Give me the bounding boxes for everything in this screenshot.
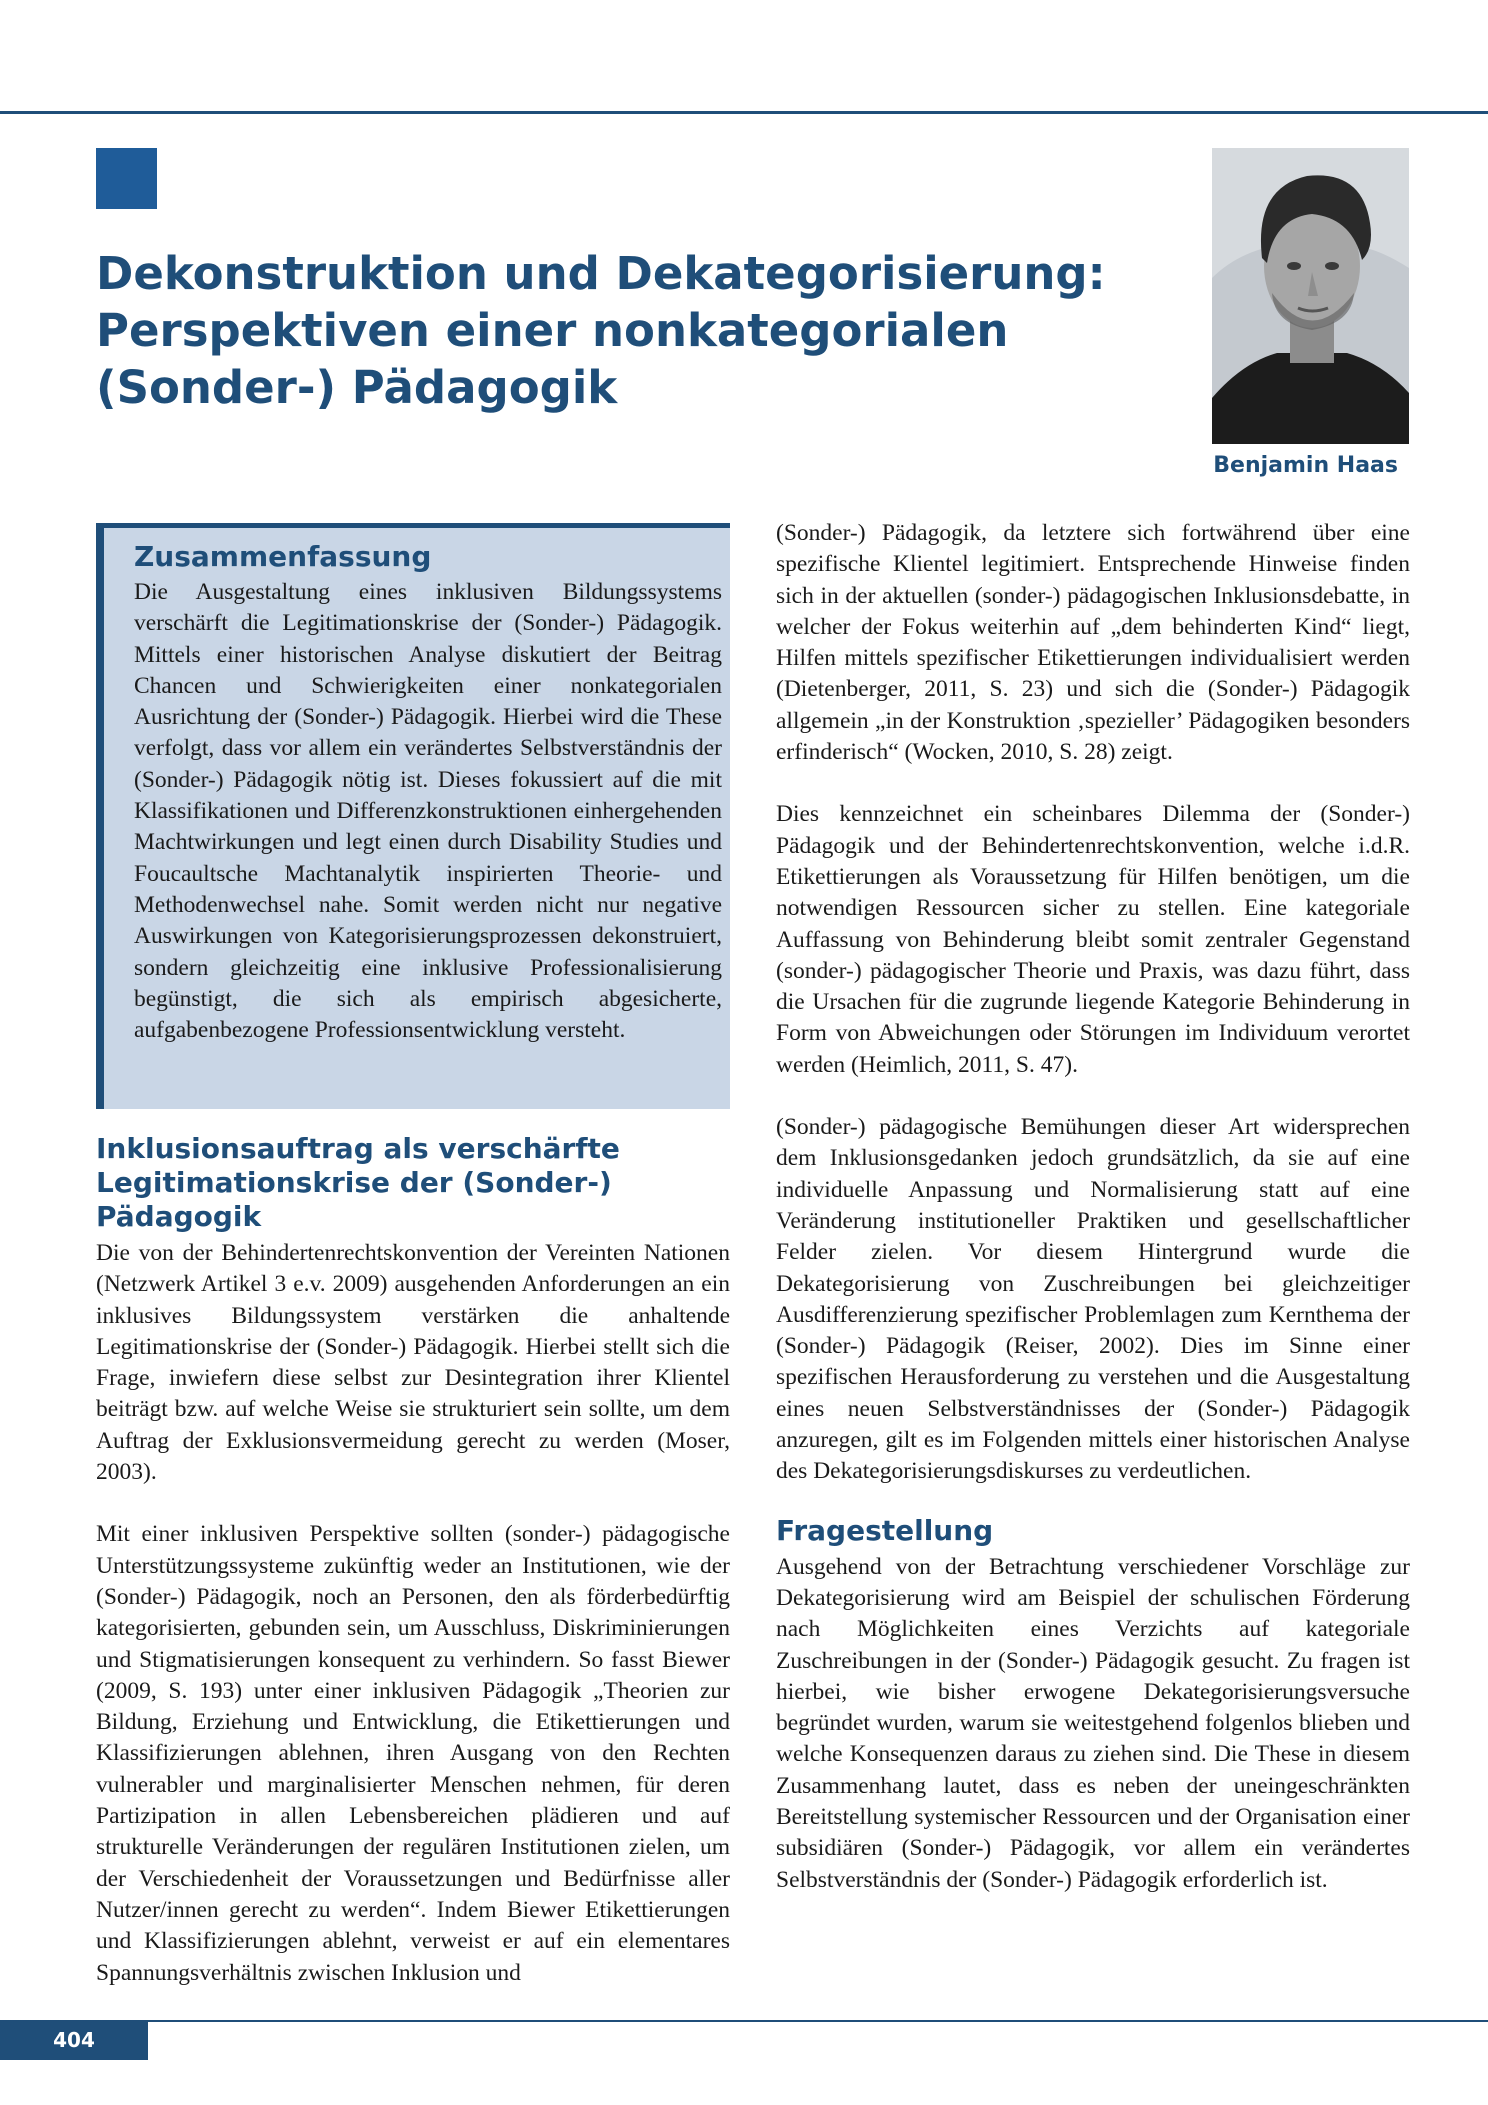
section-marker	[96, 148, 157, 209]
title-line: Perspektiven einer nonkategorialen	[96, 304, 1009, 357]
page-number: 404	[0, 2020, 148, 2060]
left-column	[96, 1132, 730, 1989]
title-line: (Sonder-) Pädagogik	[96, 361, 618, 414]
top-rule	[0, 111, 1488, 114]
author-name: Benjamin Haas	[1213, 453, 1398, 478]
author-photo-illustration	[1212, 148, 1409, 444]
abstract-heading: Zusammenfassung	[134, 540, 432, 573]
right-column	[776, 518, 1410, 1896]
abstract-box	[96, 523, 730, 1109]
body-paragraph: Mit einer inklusiven Perspektive sollten (sonder-) pädagogische Unterstützungssysteme zukünftig weder an Institutionen, wie der (Sonder-) Pädagogik, noch an Personen, den als förderbedürftig kategorisierten, gebunden sein, um Ausschluss, Diskriminierungen und Stigmatisierungen konsequent zu verhindern. So fasst Biewer (2009, S. 193) unter einer inklusiven Pädagogik „Theorien zur Bildung, Erziehung und Entwicklung, die Etikettierungen und Klassifizierungen ablehnen, ihren Ausgang von den Rechten vulnerabler und marginalisierter Menschen nehmen, für deren Partizipation in allen Lebensbereichen plädieren und auf strukturelle Veränderungen der regulären Institutionen zielen, um der Verschiedenheit der Voraussetzungen und Bedürfnisse aller Nutzer/innen gerecht zu werden“. Indem Biewer Etikettierungen und Klassifizierungen ablehnt, verweist er auf ein elementares Spannungsverhältnis zwischen Inklusion und	[96, 1521, 730, 1986]
article-title	[96, 245, 1136, 416]
body-paragraph: (Sonder-) Pädagogik, da letztere sich fortwährend über eine spezifische Klientel legitimiert. Entsprechende Hinweise finden sich in der aktuellen (sonder-) pädagogischen Inklusionsdebatte, in welcher der Fokus weiterhin auf „dem behinderten Kind“ liegt, Hilfen mittels spezifischer Etikettierungen individualisiert werden (Dietenberger, 2011, S. 23) und sich die (Sonder-) Pädagogik allgemein „in der Konstruktion ‚spezieller’ Pädagogiken besonders erfinderisch“ (Wocken, 2010, S. 28) zeigt.	[776, 520, 1410, 766]
body-paragraph: Ausgehend von der Betrachtung verschiedener Vorschläge zur Dekategorisierung wird am Beispiel der schulischen Förderung nach Möglichkeiten eines Verzichts auf kategoriale Zuschreibungen in der (Sonder-) Pädagogik gesucht. Zu fragen ist hierbei, wie bisher erwogene Dekategorisierungsversuche begründet wurden, warum sie weitestgehend folgenlos blieben und welche Konsequenzen daraus zu ziehen sind. Die These in diesem Zusammenhang lautet, dass es neben der uneingeschränkten Bereitstellung systemischer Ressourcen und der Organisation einer subsidiären (Sonder-) Pädagogik, vor allem ein verändertes Selbstverständnis der (Sonder-) Pädagogik erforderlich ist.	[776, 1553, 1410, 1893]
author-photo	[1212, 148, 1409, 444]
section-heading: Inklusionsauftrag als verschärfte Legitimationskrise der (Sonder-) Pädagogik	[96, 1132, 620, 1233]
body-paragraph: Dies kennzeichnet ein scheinbares Dilemma der (Sonder-) Pädagogik und der Behindertenrechtskonvention, welche i.d.R. Etikettierungen als Voraussetzung für Hilfen benötigen, um die notwendigen Ressourcen sicher zu stellen. Eine kategoriale Auffassung von Behinderung bleibt somit zentraler Gegenstand (sonder-) pädagogischer Theorie und Praxis, was dazu führt, dass die Ursachen für die zugrunde liegende Kategorie Behinderung in Form von Abweichungen oder Störungen im Individuum verortet werden (Heimlich, 2011, S. 47).	[776, 801, 1410, 1078]
title-line: Dekonstruktion und Dekategorisierung:	[96, 247, 1106, 300]
section-heading: Fragestellung	[776, 1513, 994, 1547]
body-paragraph: Die von der Behindertenrechtskonvention der Vereinten Nationen (Netzwerk Artikel 3 e.v. 2009) ausgehenden Anforderungen an ein inklusives Bildungssystem verstärken die anhaltende Legitimationskrise der (Sonder-) Pädagogik. Hierbei stellt sich die Frage, inwiefern diese selbst zur Desintegration ihrer Klientel beiträgt bzw. auf welche Weise sie strukturiert sein sollte, um dem Auftrag der Exklusionsvermeidung gerecht zu werden (Moser, 2003).	[96, 1240, 730, 1486]
abstract-text: Die Ausgestaltung eines inklusiven Bildungssystems verschärft die Legitimationskrise der (Sonder-) Pädagogik. Mittels einer historischen Analyse diskutiert der Beitrag Chancen und Schwierigkeiten einer nonkategorialen Ausrichtung der (Sonder-) Pädagogik. Hierbei wird die These verfolgt, dass vor allem ein verändertes Selbstverständnis der (Sonder-) Pädagogik nötig ist. Dieses fokussiert auf die mit Klassifikationen und Differenzkonstruktionen einhergehenden Machtwirkungen und legt einen durch Disability Studies und Foucaultsche Machtanalytik inspirierten Theorie- und Methodenwechsel nahe. Somit werden nicht nur negative Auswirkungen von Kategorisierungsprozessen dekonstruiert, sondern gleichzeitig eine inklusive Professionalisierung begünstigt, die sich als empirisch abgesicherte, aufgabenbezogene Professionsentwicklung versteht.	[134, 579, 722, 1044]
body-paragraph: (Sonder-) pädagogische Bemühungen dieser Art widersprechen dem Inklusionsgedanken jedoch grundsätzlich, da sie auf eine individuelle Anpassung und Normalisierung statt auf eine Veränderung institutioneller Praktiken und gesellschaftlicher Felder zielen. Vor diesem Hintergrund wurde die Dekategorisierung von Zuschreibungen bei gleichzeitiger Ausdifferenzierung spezifischer Problemlagen zum Kernthema der (Sonder-) Pädagogik (Reiser, 2002). Dies im Sinne einer spezifischen Herausforderung zu verstehen und die Ausgestaltung eines neuen Selbstverständnisses der (Sonder-) Pädagogik anzuregen, gilt es im Folgenden mittels einer historischen Analyse des Dekategorisierungsdiskurses zu verdeutlichen.	[776, 1114, 1410, 1485]
bottom-rule	[0, 2020, 1488, 2022]
